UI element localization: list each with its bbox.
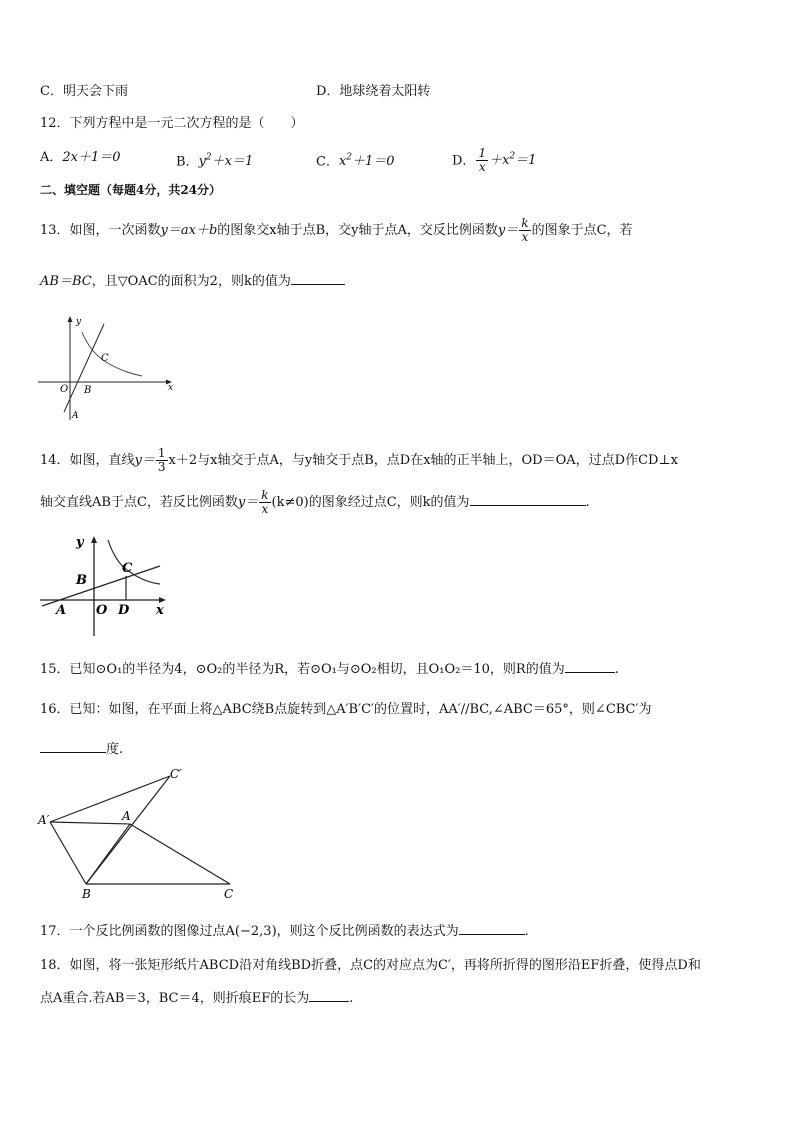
formula: y＝ bbox=[237, 495, 259, 510]
segment-b-a bbox=[86, 824, 130, 884]
label-b: B bbox=[76, 573, 87, 588]
answer-blank[interactable] bbox=[565, 658, 615, 673]
text: (k≠0)的图象经过点C，则k的值为 bbox=[271, 495, 470, 510]
formula: y＝ bbox=[134, 453, 155, 468]
formula: y＝ax＋b bbox=[160, 223, 218, 238]
label-b: B bbox=[82, 887, 91, 901]
term: ＋1＝0 bbox=[352, 154, 395, 170]
text: . bbox=[614, 662, 619, 677]
label-y: y bbox=[76, 317, 82, 327]
q18-stem-line2 bbox=[40, 987, 353, 1009]
fraction bbox=[156, 447, 168, 474]
text: 15．已知⊙O₁的半径为4，⊙O₂的半径为R，若⊙O₁与⊙O₂相切，且O₁O₂＝10，则R的值为 bbox=[40, 662, 565, 677]
label-c: C bbox=[224, 887, 234, 901]
q17-stem bbox=[40, 920, 529, 942]
q11-option-d: D．地球绕着太阳转 bbox=[316, 84, 431, 99]
label-x: x bbox=[168, 383, 174, 393]
formula: y＝ bbox=[497, 223, 519, 238]
text: ，且▽OAC的面积为2，则k的值为 bbox=[91, 274, 291, 289]
q12-option-a bbox=[40, 148, 121, 168]
fraction bbox=[259, 489, 270, 516]
label-c: C bbox=[122, 561, 133, 576]
formula: AB＝BC bbox=[40, 274, 92, 289]
q12-stem: 12．下列方程中是一元二次方程的是（ ） bbox=[40, 116, 304, 131]
label-d: D bbox=[118, 603, 130, 618]
denominator: 3 bbox=[157, 460, 166, 474]
answer-blank[interactable] bbox=[309, 987, 349, 1002]
label-a: A bbox=[122, 809, 131, 823]
q11-option-c: C．明天会下雨 bbox=[40, 84, 128, 99]
term: ＋x bbox=[489, 153, 510, 169]
q13-stem bbox=[40, 216, 633, 246]
q13-stem-line2 bbox=[40, 270, 345, 292]
label-b: B bbox=[84, 385, 92, 396]
text: 的图象于点C，若 bbox=[531, 223, 633, 238]
label-a: A bbox=[56, 603, 67, 618]
answer-blank[interactable] bbox=[40, 738, 106, 753]
q16-figure bbox=[36, 766, 246, 902]
option-formula bbox=[489, 153, 536, 168]
q16-stem: 16．已知：如图，在平面上将△ABC绕B点旋转到△A′B′C′的位置时，AA′//BC,∠ABC＝65°，则∠CBC′为 bbox=[40, 702, 652, 717]
term: ＝1 bbox=[515, 153, 537, 169]
label-x: x bbox=[156, 603, 164, 618]
q15-stem bbox=[40, 658, 619, 680]
text: . bbox=[349, 991, 354, 1006]
q12-option-c bbox=[316, 148, 395, 172]
answer-blank[interactable] bbox=[459, 920, 525, 935]
exponent: 2 bbox=[346, 153, 353, 163]
text: 17．一个反比例函数的图像过点A(−2,3)，则这个反比例函数的表达式为 bbox=[40, 924, 459, 939]
q18-stem: 18．如图，将一张矩形纸片ABCD沿对角线BD折叠，点C的对应点为C′，再将所折得的图形沿EF折叠，使得点D和 bbox=[40, 958, 701, 973]
q12-option-b bbox=[176, 148, 253, 172]
text: 13．如图，一次函数 bbox=[40, 223, 161, 238]
exponent: 2 bbox=[509, 152, 516, 162]
denominator: x bbox=[261, 502, 269, 516]
numerator: 1 bbox=[157, 446, 166, 460]
hyperbola-curve bbox=[108, 540, 160, 584]
q14-stem bbox=[40, 446, 678, 476]
segment-a-prime-b bbox=[50, 822, 86, 884]
label-a-prime: A′ bbox=[38, 813, 50, 827]
numerator: k bbox=[521, 216, 529, 230]
label-a: A bbox=[72, 411, 79, 421]
text: . bbox=[585, 495, 590, 510]
text: . bbox=[524, 924, 529, 939]
segment-a-c bbox=[130, 824, 230, 884]
term: ＋x＝1 bbox=[211, 154, 254, 170]
answer-blank[interactable] bbox=[291, 270, 345, 285]
answer-blank[interactable] bbox=[470, 491, 586, 506]
text: 点A重合.若AB＝3，BC＝4，则折痕EF的长为 bbox=[40, 991, 310, 1006]
option-formula: 2x＋1＝0 bbox=[62, 150, 121, 165]
y-axis-arrow bbox=[91, 536, 97, 543]
label-o: O bbox=[96, 603, 108, 618]
q13-figure bbox=[36, 312, 176, 424]
label-c-prime: C′ bbox=[170, 767, 182, 781]
q14-stem-line2 bbox=[40, 488, 590, 518]
numerator: k bbox=[261, 488, 269, 502]
hyperbola-curve bbox=[82, 332, 142, 376]
exponent: 2 bbox=[205, 153, 212, 163]
label-y: y bbox=[76, 535, 84, 550]
numerator: 1 bbox=[478, 146, 487, 161]
y-axis-arrow bbox=[68, 316, 73, 322]
text: 度. bbox=[106, 742, 124, 757]
denominator: x bbox=[521, 230, 529, 244]
fraction bbox=[519, 217, 530, 244]
option-formula bbox=[339, 154, 395, 169]
q14-figure bbox=[38, 532, 172, 638]
text: 的图象交x轴于点B，交y轴于点A，交反比例函数 bbox=[217, 223, 498, 238]
denominator: x bbox=[478, 160, 486, 175]
section-title: 二、填空题（每题4分，共24分） bbox=[40, 183, 222, 197]
label-o: O bbox=[60, 384, 69, 395]
text: 轴交直线AB于点C，若反比例函数 bbox=[40, 495, 238, 510]
q12-option-d bbox=[452, 142, 536, 176]
label-c: C bbox=[101, 353, 109, 364]
term: y bbox=[198, 154, 206, 170]
segment-a-prime-a bbox=[50, 822, 130, 824]
option-formula bbox=[199, 154, 254, 169]
q16-stem-line2 bbox=[40, 738, 123, 760]
option-label: A． bbox=[40, 150, 63, 165]
option-label: C． bbox=[316, 154, 339, 170]
text: x＋2与x轴交于点A，与y轴交于点B，点D在x轴的正半轴上，OD＝OA，过点D作CD⊥x bbox=[168, 453, 678, 468]
text: 14．如图，直线 bbox=[40, 453, 135, 468]
option-label: B． bbox=[176, 154, 199, 170]
option-label: D． bbox=[452, 153, 476, 169]
term: x bbox=[338, 154, 347, 170]
fraction bbox=[476, 147, 488, 174]
